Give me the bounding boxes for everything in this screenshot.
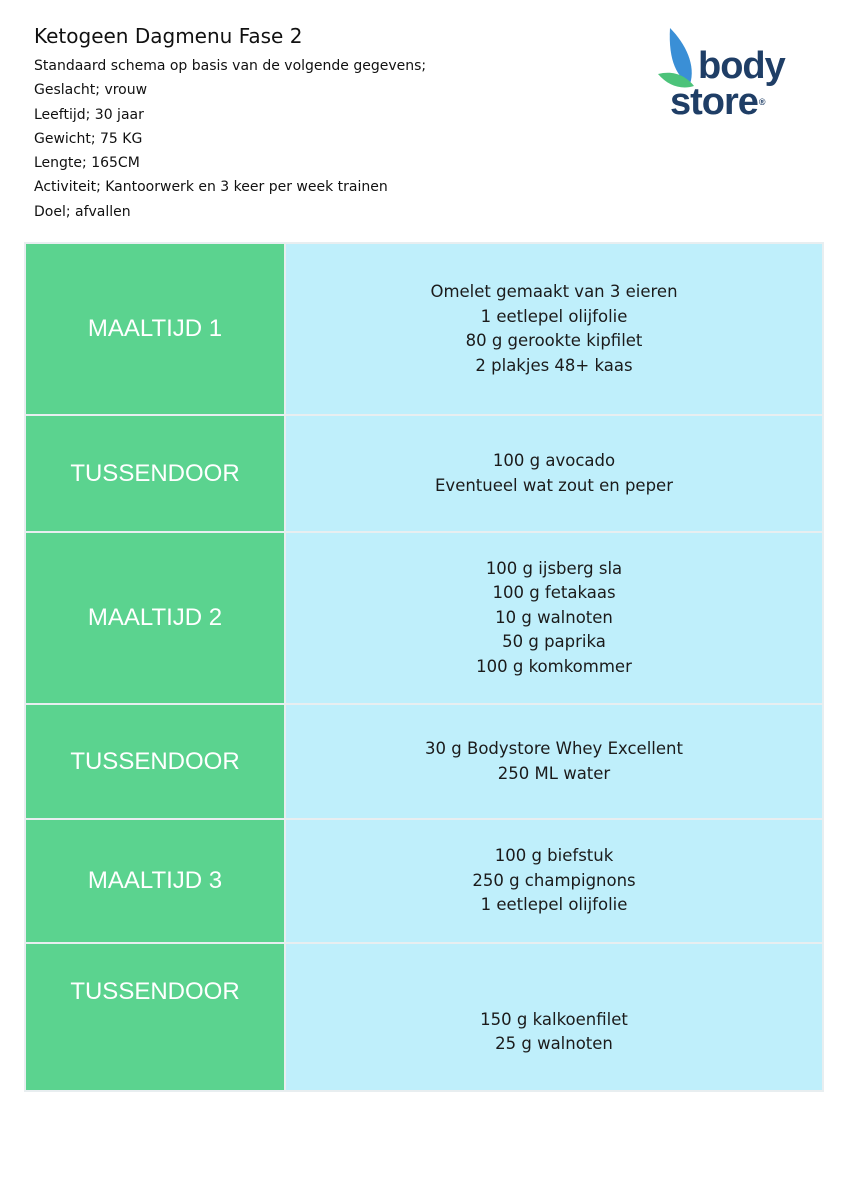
meal-item: 100 g fetakaas bbox=[492, 583, 616, 603]
meal-item: 30 g Bodystore Whey Excellent bbox=[425, 739, 683, 758]
meal-item: Eventueel wat zout en peper bbox=[435, 475, 673, 495]
meal-label: MAALTIJD 3 bbox=[25, 819, 285, 943]
meal-items bbox=[285, 819, 823, 943]
meal-label: MAALTIJD 2 bbox=[25, 532, 285, 704]
meal-items bbox=[285, 532, 823, 704]
meal-row bbox=[25, 243, 823, 415]
logo-text bbox=[670, 45, 785, 123]
meal-item: 250 ML water bbox=[497, 763, 611, 783]
document-title: Ketogeen Dagmenu Fase 2 bbox=[34, 24, 303, 48]
meal-items bbox=[285, 943, 823, 1091]
meal-item: 150 g kalkoenfilet bbox=[480, 1009, 628, 1029]
meal-row bbox=[25, 532, 823, 704]
meal-item: 100 g ijsberg sla bbox=[485, 558, 623, 578]
logo-word-store: store bbox=[670, 81, 758, 123]
meal-item: 1 eetlepel olijfolie bbox=[480, 306, 628, 326]
meal-item: 1 eetlepel olijfolie bbox=[480, 895, 628, 915]
meal-row bbox=[25, 415, 823, 532]
meal-item: 250 g champignons bbox=[472, 870, 636, 890]
document-header bbox=[34, 22, 426, 224]
meal-table bbox=[24, 242, 824, 1092]
meal-item: 10 g walnoten bbox=[495, 607, 613, 627]
meal-label: MAALTIJD 1 bbox=[25, 243, 285, 415]
meal-item: 25 g walnoten bbox=[495, 1034, 613, 1053]
meal-item: 100 g avocado bbox=[492, 451, 616, 470]
info-intro: Standaard schema op basis van de volgende gegevens; bbox=[34, 58, 427, 74]
info-goal: Doel; afvallen bbox=[34, 203, 131, 220]
meal-item: 80 g gerookte kipfilet bbox=[465, 331, 643, 350]
meal-row bbox=[25, 819, 823, 943]
info-age: Leeftijd; 30 jaar bbox=[34, 106, 144, 123]
meal-label: TUSSENDOOR bbox=[25, 415, 285, 532]
info-weight: Gewicht; 75 KG bbox=[34, 130, 143, 147]
meal-item: Omelet gemaakt van 3 eieren bbox=[430, 282, 678, 301]
info-height: Lengte; 165CM bbox=[34, 155, 140, 172]
registered-mark: ® bbox=[758, 97, 766, 107]
meal-item: 50 g paprika bbox=[502, 632, 606, 652]
meal-item: 100 g biefstuk bbox=[494, 846, 614, 866]
logo-word-body: body bbox=[698, 45, 785, 87]
meal-items bbox=[285, 704, 823, 819]
bodystore-logo bbox=[656, 26, 816, 130]
meal-items bbox=[285, 243, 823, 415]
meal-row bbox=[25, 704, 823, 819]
meal-item: 100 g komkommer bbox=[476, 656, 632, 676]
meal-row bbox=[25, 943, 823, 1091]
meal-item: 2 plakjes 48+ kaas bbox=[475, 355, 633, 375]
meal-label: TUSSENDOOR bbox=[25, 704, 285, 819]
info-activity: Activiteit; Kantoorwerk en 3 keer per week trainen bbox=[34, 179, 388, 196]
meal-items bbox=[285, 415, 823, 532]
info-gender: Geslacht; vrouw bbox=[34, 82, 148, 99]
meal-label: TUSSENDOOR bbox=[25, 943, 285, 1091]
